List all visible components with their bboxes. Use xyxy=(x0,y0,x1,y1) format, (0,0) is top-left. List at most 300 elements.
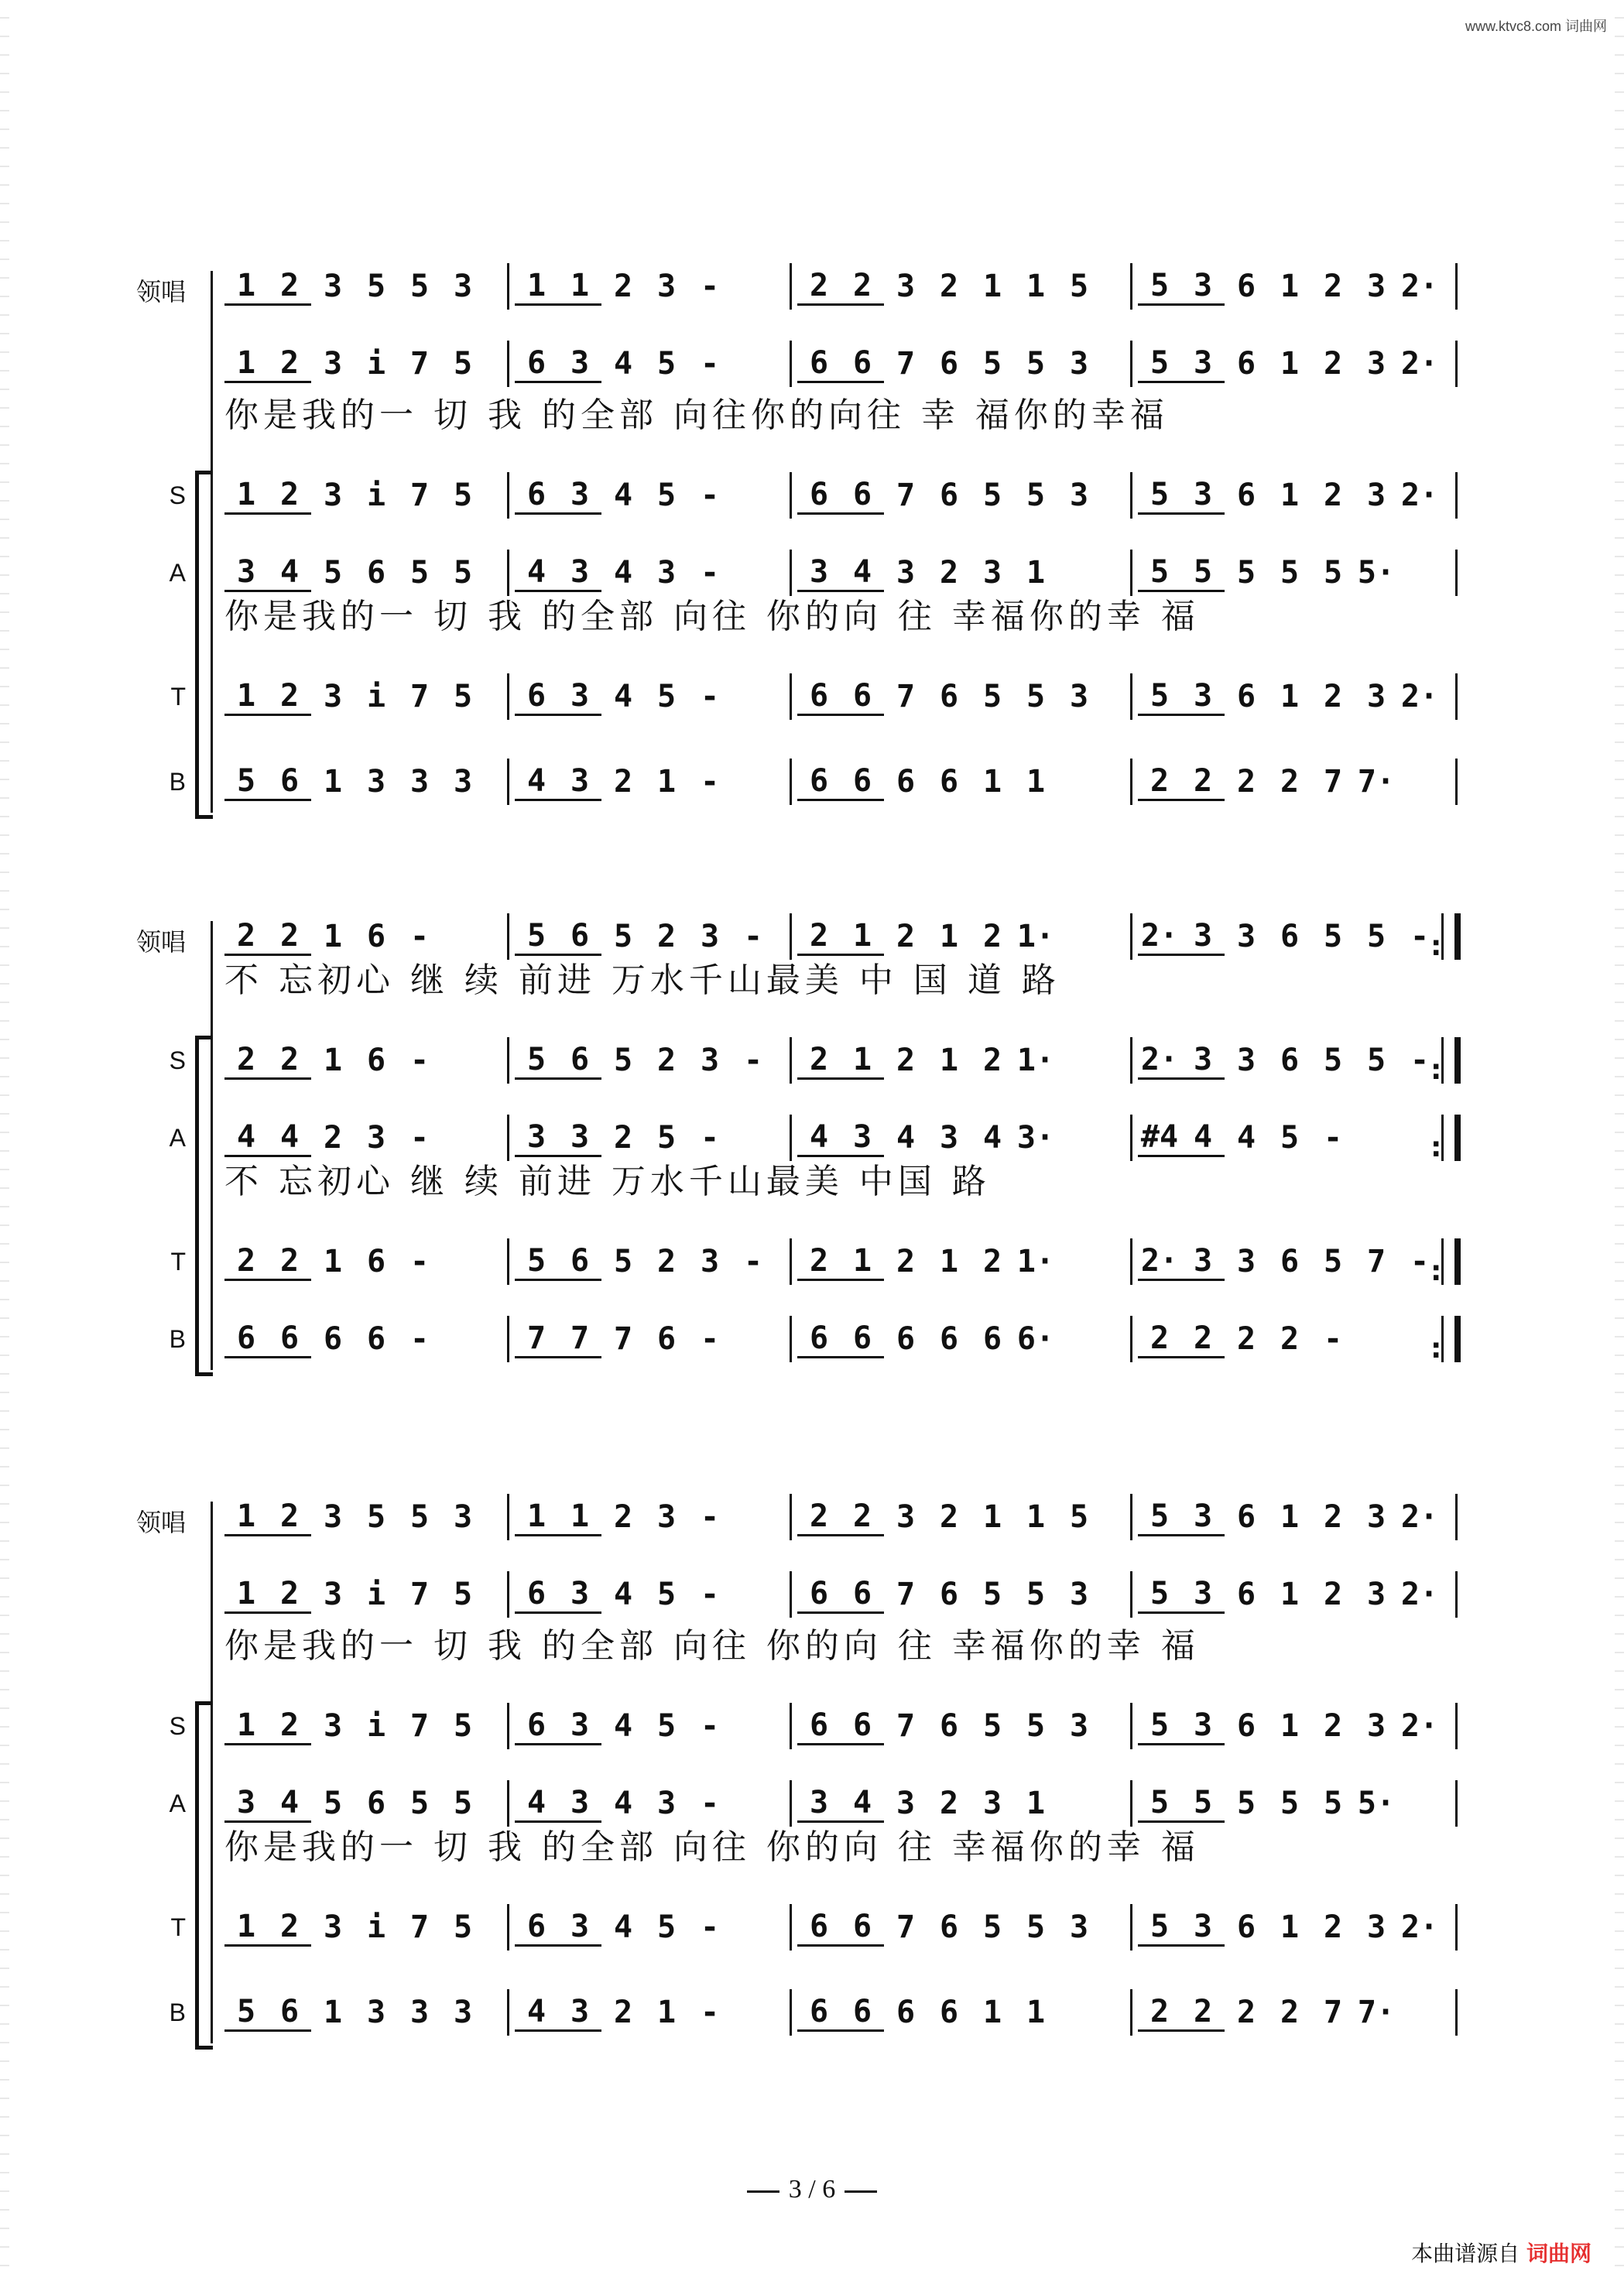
note: 6 xyxy=(268,1994,311,2032)
barline xyxy=(1130,1316,1132,1362)
note: 6 xyxy=(797,678,841,716)
barline xyxy=(1130,1037,1132,1084)
note: 5 xyxy=(982,1708,1002,1744)
note: 3 xyxy=(224,1785,268,1823)
note: 5 xyxy=(453,346,473,382)
note: 1 xyxy=(1280,1909,1300,1945)
barline xyxy=(1455,1494,1458,1540)
note: 7 xyxy=(515,1320,558,1358)
lyric-text: 不 忘初心 继 续 前进 万水千山最美 中国 路 xyxy=(224,1162,991,1201)
note: 6 xyxy=(939,346,959,382)
note: 6 xyxy=(1236,1909,1256,1945)
note: 4 xyxy=(515,1785,558,1823)
note: 2 xyxy=(1323,679,1343,714)
measure xyxy=(797,1316,1057,1362)
repeat-dots: : xyxy=(1430,1132,1442,1163)
note: 6 xyxy=(797,1320,841,1358)
note: 5 xyxy=(613,1244,633,1279)
note: 3 xyxy=(515,1119,558,1157)
note: 5 xyxy=(453,1909,473,1945)
repeat-end-barline xyxy=(1441,1037,1461,1084)
note: 5 xyxy=(1138,1707,1181,1745)
note: 2 xyxy=(1323,1708,1343,1744)
page-number-text: 3 / 6 xyxy=(788,2175,836,2204)
note: 5 xyxy=(982,346,1002,382)
note: 3 xyxy=(656,1786,677,1821)
note: 3 xyxy=(1236,1043,1256,1078)
note: 3 xyxy=(558,1576,601,1614)
note: 2 xyxy=(982,1244,1002,1279)
voice-label: S xyxy=(169,1712,186,1740)
note: 3 xyxy=(366,764,386,800)
note: i xyxy=(366,346,386,382)
note: 4 xyxy=(268,1785,311,1823)
note: 5 xyxy=(366,269,386,304)
notation-row xyxy=(0,255,1624,325)
note: - xyxy=(409,919,430,954)
note: 6 xyxy=(558,918,601,956)
barline xyxy=(1455,472,1458,519)
note: #4 xyxy=(1138,1119,1181,1157)
note: 5 xyxy=(1323,1043,1343,1078)
note: 2 xyxy=(841,268,884,306)
note: 2 xyxy=(1181,763,1225,801)
notation-row xyxy=(0,464,1624,534)
note: 2 xyxy=(1323,269,1343,304)
note: 7 xyxy=(1323,1995,1343,2030)
note: - xyxy=(700,1708,720,1744)
note: 1 xyxy=(1026,555,1046,591)
measure xyxy=(1138,1037,1441,1084)
note: 1 xyxy=(1026,1786,1046,1821)
note: 2 xyxy=(1138,763,1181,801)
note: 5 xyxy=(982,679,1002,714)
measure xyxy=(515,1238,775,1285)
note: 3 xyxy=(1366,1909,1386,1945)
voice-label: A xyxy=(169,1124,186,1152)
note: 6 xyxy=(558,1042,601,1080)
note: 1 xyxy=(982,269,1002,304)
page-number xyxy=(0,2175,1624,2204)
measure xyxy=(224,1571,485,1618)
note: 2 xyxy=(1323,346,1343,382)
note: 2 xyxy=(268,1498,311,1536)
note: 3 xyxy=(656,1499,677,1535)
note: 2 xyxy=(896,919,916,954)
note: 1 xyxy=(224,1576,268,1614)
note: 1 xyxy=(1026,1995,1046,2030)
note: 4 xyxy=(613,1786,633,1821)
note: 5 xyxy=(1026,1708,1046,1744)
lyric-row xyxy=(0,1819,1624,1865)
note: 3 xyxy=(323,1499,343,1535)
note: 4 xyxy=(1236,1120,1256,1156)
note: 1 xyxy=(224,477,268,515)
note: 3 xyxy=(366,1995,386,2030)
measure xyxy=(515,1703,731,1749)
note: 2 xyxy=(268,1042,311,1080)
note: 6 xyxy=(939,679,959,714)
footer-brand: 词曲网 xyxy=(1526,2241,1591,2266)
barline xyxy=(1455,1904,1458,1950)
note: - xyxy=(700,1499,720,1535)
note: 5 xyxy=(453,1708,473,1744)
note: 7 xyxy=(896,1909,916,1945)
note: - xyxy=(700,679,720,714)
note: 1 xyxy=(515,1498,558,1536)
note: 6 xyxy=(797,1707,841,1745)
note: 6 xyxy=(515,1707,558,1745)
barline xyxy=(790,1703,792,1749)
note: 7 xyxy=(896,478,916,513)
measure xyxy=(224,1238,441,1285)
measure xyxy=(797,1494,1101,1540)
note: 5 xyxy=(613,1043,633,1078)
note: 1 xyxy=(841,1042,884,1080)
measure xyxy=(1138,673,1441,720)
note: 7 xyxy=(409,1708,430,1744)
note: 2 xyxy=(1323,1499,1343,1535)
note: 4 xyxy=(841,1785,884,1823)
note: 6 xyxy=(366,919,386,954)
note: 2 xyxy=(797,1042,841,1080)
note: - xyxy=(409,1321,430,1357)
note: 5 xyxy=(1323,919,1343,954)
note: 3 xyxy=(558,345,601,383)
note: 3 xyxy=(1366,478,1386,513)
note: 6 xyxy=(797,1576,841,1614)
barline xyxy=(507,673,509,720)
note: 6 xyxy=(515,1909,558,1947)
voice-label: 领唱 xyxy=(135,928,186,956)
note: 2 xyxy=(1280,764,1300,800)
barline xyxy=(790,263,792,310)
note: 7 xyxy=(613,1321,633,1357)
note: 4 xyxy=(515,554,558,592)
lyric-row xyxy=(0,952,1624,998)
note: 1 xyxy=(841,1243,884,1281)
note: 6 xyxy=(1236,269,1256,304)
barline xyxy=(790,1494,792,1540)
note: 3 xyxy=(896,1499,916,1535)
note: i xyxy=(366,478,386,513)
note: 3 xyxy=(1366,1499,1386,1535)
note: 3 xyxy=(323,1577,343,1612)
notation-row xyxy=(0,1981,1624,2051)
note: 5 xyxy=(656,346,677,382)
note: 6 xyxy=(366,1043,386,1078)
note: 3 xyxy=(1236,1244,1256,1279)
note: 2 xyxy=(1323,1577,1343,1612)
lyric-row xyxy=(0,588,1624,635)
note: 6 xyxy=(224,1320,268,1358)
note: 2 xyxy=(1138,1994,1181,2032)
note: 6 xyxy=(656,1321,677,1357)
note: 5 xyxy=(409,1499,430,1535)
note: 3 xyxy=(1181,477,1225,515)
note: 3 xyxy=(558,1119,601,1157)
note: 6 xyxy=(797,1994,841,2032)
note: 6 xyxy=(515,345,558,383)
note: 5 xyxy=(1138,554,1181,592)
notation-row xyxy=(0,1231,1624,1300)
note: 5 xyxy=(1026,679,1046,714)
voice-label: A xyxy=(169,559,186,587)
note: 4 xyxy=(268,1119,311,1157)
note: 3 xyxy=(558,763,601,801)
note: 2 xyxy=(268,1707,311,1745)
note: 6 xyxy=(841,1994,884,2032)
note: 5 xyxy=(409,1786,430,1821)
note: 1 xyxy=(1026,764,1046,800)
note: 1 xyxy=(656,1995,677,2030)
note: 5 xyxy=(1181,554,1225,592)
note: 6 xyxy=(939,1577,959,1612)
measure xyxy=(797,263,1101,310)
note: 2 xyxy=(268,268,311,306)
note: 3 xyxy=(797,1785,841,1823)
note: 2 xyxy=(268,345,311,383)
note: 4 xyxy=(613,1708,633,1744)
note: 6 xyxy=(982,1321,1002,1357)
note: 5 xyxy=(366,1499,386,1535)
note: 3 xyxy=(1069,478,1089,513)
voice-label: B xyxy=(169,1998,186,2026)
note: 1 xyxy=(1280,346,1300,382)
note: 3 xyxy=(1366,1577,1386,1612)
note: 1 xyxy=(323,1043,343,1078)
note: 3 xyxy=(1181,678,1225,716)
note: 2 xyxy=(1323,478,1343,513)
notation-row xyxy=(0,1896,1624,1966)
note: 3 xyxy=(558,1707,601,1745)
note: 6 xyxy=(1280,1043,1300,1078)
note: 3 xyxy=(453,269,473,304)
barline xyxy=(790,1989,792,2036)
barline xyxy=(1455,341,1458,387)
note: 1 xyxy=(939,919,959,954)
barline xyxy=(1130,263,1132,310)
note: 5· xyxy=(1357,1786,1396,1821)
measure xyxy=(797,1037,1057,1084)
measure xyxy=(1138,341,1441,387)
note: 5 xyxy=(409,269,430,304)
measure xyxy=(1138,1989,1398,2036)
barline xyxy=(507,1989,509,2036)
voice-label: T xyxy=(170,1913,186,1941)
note: 3 xyxy=(896,269,916,304)
note: 2 xyxy=(797,268,841,306)
note: 3 xyxy=(982,1786,1002,1821)
note: 2· xyxy=(1400,1577,1439,1612)
note: 5 xyxy=(1138,345,1181,383)
measure xyxy=(224,673,485,720)
note: 7 xyxy=(1323,764,1343,800)
note: 2· xyxy=(1400,346,1439,382)
note: 2 xyxy=(1280,1321,1300,1357)
barline xyxy=(507,1703,509,1749)
note: - xyxy=(700,478,720,513)
note: 3 xyxy=(558,477,601,515)
measure xyxy=(515,1571,731,1618)
note: 7 xyxy=(896,346,916,382)
note: 2 xyxy=(1236,1995,1256,2030)
note: 1 xyxy=(224,678,268,716)
note: - xyxy=(700,1321,720,1357)
barline xyxy=(790,1904,792,1950)
barline xyxy=(790,341,792,387)
measure xyxy=(224,341,485,387)
measure xyxy=(515,759,731,805)
note: 6 xyxy=(515,1576,558,1614)
barline xyxy=(507,472,509,519)
note: - xyxy=(700,555,720,591)
note: 5 xyxy=(1138,1785,1181,1823)
note: 5 xyxy=(656,1577,677,1612)
note: 3 xyxy=(656,269,677,304)
note: 2· xyxy=(1400,1909,1439,1945)
note: 6 xyxy=(797,1909,841,1947)
note: 2 xyxy=(939,555,959,591)
barline xyxy=(1130,1238,1132,1285)
note: 6 xyxy=(1236,1499,1256,1535)
note: 6 xyxy=(366,555,386,591)
note: 3 xyxy=(1181,1498,1225,1536)
note: 4 xyxy=(613,679,633,714)
note: 1 xyxy=(982,764,1002,800)
measure xyxy=(797,759,1057,805)
note: 1 xyxy=(656,764,677,800)
note: 5 xyxy=(1026,1909,1046,1945)
note: 6 xyxy=(1280,919,1300,954)
note: 3 xyxy=(1181,918,1225,956)
note: 4 xyxy=(613,1909,633,1945)
note: 1 xyxy=(323,1995,343,2030)
measure xyxy=(515,1989,731,2036)
measure xyxy=(224,263,485,310)
note: 5 xyxy=(656,1909,677,1945)
note: 2 xyxy=(613,1499,633,1535)
site-watermark: www.ktvc8.com 词曲网 xyxy=(1465,19,1607,34)
note: 1 xyxy=(1280,478,1300,513)
note: 7· xyxy=(1357,1995,1396,2030)
barline xyxy=(1455,263,1458,310)
note: 6 xyxy=(797,763,841,801)
barline xyxy=(507,1238,509,1285)
note: 1 xyxy=(323,919,343,954)
note: 2 xyxy=(1181,1994,1225,2032)
note: 4 xyxy=(841,554,884,592)
note: 6 xyxy=(841,1320,884,1358)
note: 6 xyxy=(558,1243,601,1281)
note: 5 xyxy=(1138,678,1181,716)
voice-label: 领唱 xyxy=(135,1509,186,1536)
note: 5 xyxy=(453,555,473,591)
repeat-dots: : xyxy=(1430,1333,1442,1365)
note: 1 xyxy=(558,268,601,306)
note: 1 xyxy=(515,268,558,306)
note: 1 xyxy=(1026,1499,1046,1535)
notation-row xyxy=(0,1308,1624,1378)
note: 5 xyxy=(1138,1498,1181,1536)
note: 6 xyxy=(841,477,884,515)
note: 6 xyxy=(323,1321,343,1357)
note: 2 xyxy=(797,1498,841,1536)
note: 5 xyxy=(515,918,558,956)
note: 2· xyxy=(1138,1243,1181,1281)
barline xyxy=(790,673,792,720)
note: 5 xyxy=(1323,1786,1343,1821)
note: 2 xyxy=(797,1243,841,1281)
note: 2 xyxy=(613,269,633,304)
note: 2 xyxy=(841,1498,884,1536)
note: 3 xyxy=(700,1043,720,1078)
note: 2· xyxy=(1138,1042,1181,1080)
lyric-text: 你是我的一 切 我 的全部 向往你的向往 幸 福你的幸福 xyxy=(224,396,1169,435)
note: 2· xyxy=(1138,918,1181,956)
note: 1 xyxy=(558,1498,601,1536)
note: 4 xyxy=(268,554,311,592)
measure xyxy=(224,1316,441,1362)
measure xyxy=(1138,1904,1441,1950)
note: 5 xyxy=(1280,1120,1300,1156)
lyric-text: 你是我的一 切 我 的全部 向往 你的向 往 幸福你的幸 福 xyxy=(224,597,1200,636)
note: - xyxy=(743,919,763,954)
note: 7 xyxy=(409,346,430,382)
note: 6 xyxy=(797,477,841,515)
note: 5 xyxy=(656,478,677,513)
note: 3 xyxy=(1366,346,1386,382)
barline xyxy=(1130,1703,1132,1749)
note: 5 xyxy=(1323,1244,1343,1279)
measure xyxy=(224,1989,485,2036)
measure xyxy=(797,1238,1057,1285)
note: 6 xyxy=(366,1321,386,1357)
measure xyxy=(1138,1571,1441,1618)
measure xyxy=(515,263,731,310)
note: 2 xyxy=(268,1243,311,1281)
note: 3 xyxy=(797,554,841,592)
note: 3 xyxy=(982,555,1002,591)
note: 6· xyxy=(1016,1321,1055,1357)
voice-label: B xyxy=(169,768,186,796)
note: 6 xyxy=(896,1995,916,2030)
note: 1 xyxy=(982,1499,1002,1535)
note: 3 xyxy=(558,678,601,716)
measure xyxy=(224,1494,485,1540)
note: 2· xyxy=(1400,1708,1439,1744)
note: 5 xyxy=(323,1786,343,1821)
note: 2 xyxy=(224,1243,268,1281)
note: 4 xyxy=(896,1120,916,1156)
note: 5 xyxy=(982,1577,1002,1612)
note: 6 xyxy=(896,764,916,800)
note: 2 xyxy=(1236,764,1256,800)
lyric-row xyxy=(0,1153,1624,1200)
note: 7 xyxy=(896,1708,916,1744)
note: - xyxy=(700,1120,720,1156)
note: 5 xyxy=(323,555,343,591)
note: 1 xyxy=(1280,1499,1300,1535)
note: - xyxy=(743,1043,763,1078)
barline xyxy=(507,1904,509,1950)
note: 3 xyxy=(1181,345,1225,383)
measure xyxy=(797,673,1101,720)
note: - xyxy=(700,764,720,800)
note: 3 xyxy=(1181,1576,1225,1614)
note: 5 xyxy=(1236,1786,1256,1821)
note: 5 xyxy=(1138,477,1181,515)
